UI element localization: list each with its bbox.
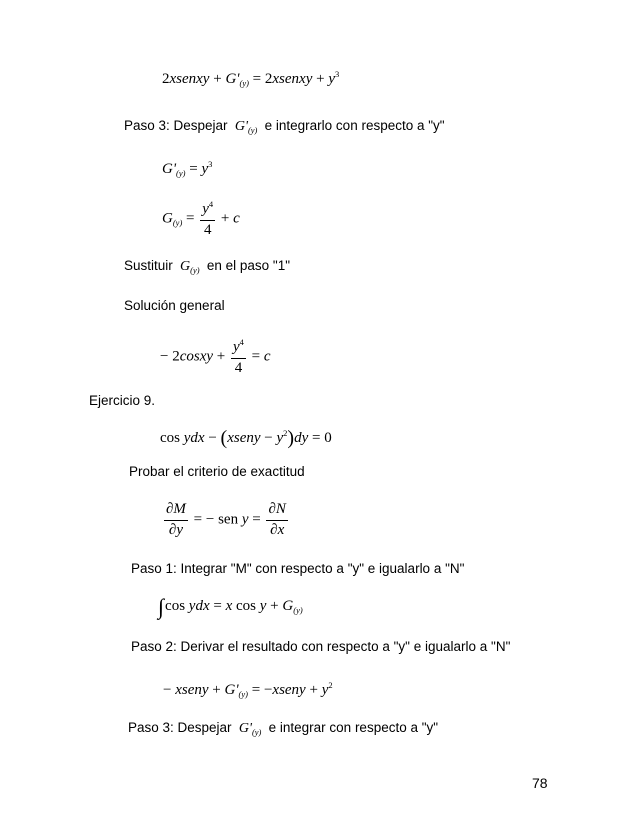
solucion-general-label: Solución general [124, 298, 225, 313]
sustituir-line [124, 259, 290, 275]
paso2-line: Paso 2: Derivar el resultado con respecto a "y" e igualarlo a "N" [131, 639, 511, 654]
equation-gprime: $G'_{(y)} = y^3$ [162, 159, 213, 178]
paso3-first-line [124, 119, 445, 135]
equation-paso2: − xseny + $G'_{(y)}$ = −xseny + $y^2$ [163, 680, 333, 699]
paso3-second-inline-math: $G'_{(y)}$ [235, 721, 262, 737]
paso3-first-before: Paso 3: Despejar [124, 118, 228, 133]
equation-ej9: cos ydx − (xseny − $y^2)dy = 0$ [160, 427, 332, 449]
equation-solucion: − 2cosxy + $\frac{y^4}{4}$ = c [160, 337, 271, 376]
paso3-second-line [128, 721, 438, 737]
equation-g: $G_{(y)}$ = $\frac{y^4}{4}$ + c [162, 199, 240, 238]
page-number: 78 [532, 775, 548, 791]
equation-integral: ∫cos ydx = x $\cos y + G_{(y)}$ [158, 594, 303, 619]
sustituir-inline-math: $G_{(y)}$ [176, 259, 200, 275]
sustituir-after: en el paso "1" [206, 258, 291, 273]
equation-exactitud: $\frac{\partial M}{\partial y}$ = − sen y = $\frac{\partial N}{\partial x}$ [166, 501, 286, 538]
paso1-line: Paso 1: Integrar "M" con respecto a "y" e igualarlo a "N" [131, 561, 465, 576]
probar-line: Probar el criterio de exactitud [129, 464, 305, 479]
sustituir-before: Sustituir [124, 258, 173, 273]
paso3-second-after: e integrar con respecto a "y" [268, 720, 439, 735]
paso3-second-before: Paso 3: Despejar [128, 720, 232, 735]
paso3-first-inline-math: $G'_{(y)}$ [231, 119, 258, 135]
equation-top: 2xsenxy + $G'_{(y)}$ = 2xsenxy + $y^3$ [162, 69, 340, 88]
paso3-first-after: e integrarlo con respecto a "y" [264, 118, 445, 133]
ejercicio-heading: Ejercicio 9. [89, 393, 156, 408]
